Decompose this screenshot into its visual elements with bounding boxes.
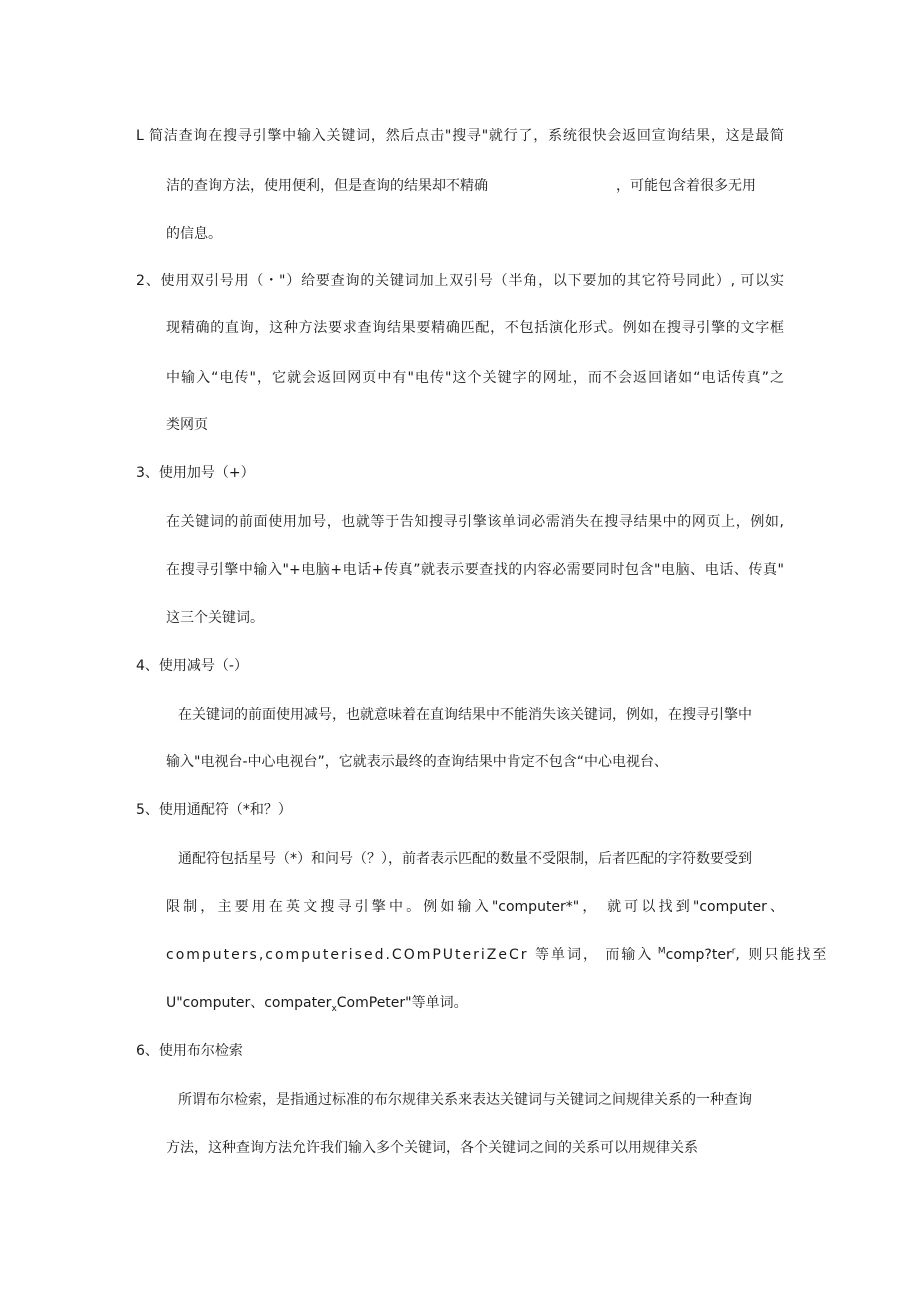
- item-3-line-3: 这三个关键词。: [166, 610, 264, 626]
- item-2-line-4: 类网页: [166, 417, 208, 433]
- text-gap: [488, 189, 616, 190]
- item-6-heading: 6、使用布尔检索: [136, 1043, 243, 1059]
- item-5-line-4-text-b: ComPeter"等单词。: [336, 995, 468, 1011]
- item-4-line-1: 在关键词的前面使用减号，也就意味着在直询结果中不能消失该关键词，例如，在搜寻引擎中: [178, 707, 752, 723]
- superscript-r: r: [731, 946, 736, 957]
- item-1-line-3: 的信息。: [166, 226, 222, 242]
- item-6-line-1: 所谓布尔检索，是指通过标准的布尔规律关系来表达关键词与关键词之间规律关系的一种查询: [178, 1092, 752, 1108]
- item-4-line-2: 输入"电视台-中心电视台”，它就表示最终的查询结果中肯定不包含“中心电视台、: [166, 754, 668, 770]
- item-5-line-3: [166, 945, 828, 965]
- item-1-line-2: [166, 176, 756, 196]
- item-5-line-1: 通配符包括星号（*）和问号（？），前者表示匹配的数量不受限制，后者匹配的字符数要受到: [178, 851, 752, 867]
- item-3-heading: 3、使用加号（+）: [136, 465, 255, 481]
- item-2-line-2: 现精确的直询，这种方法要求查询结果要精确匹配，不包括演化形式。例如在搜寻引擎的文字框: [166, 320, 784, 336]
- superscript-m: M: [657, 946, 666, 957]
- item-5-line-3-text-a: computers,computerised.COmPUteriZeCr 等单词， 而输入: [166, 947, 654, 963]
- item-1-line-2-text-a: 洁的查询方法，使用便利，但是查询的结果却不精确: [166, 178, 488, 194]
- item-2-heading-line: 2、使用双引号用（・"）给要查询的关键词加上双引号（半角，以下要加的其它符号同此）, 可以实: [136, 273, 784, 289]
- item-5-line-3-text-b: comp?ter: [665, 947, 732, 963]
- item-5-line-4-text-a: U"computer、compater: [166, 995, 332, 1011]
- item-2-line-3: 中输入“电传"，它就会返回网页中有"电传"这个关键字的网址，而不会返回诸如“电话传真”之: [166, 370, 784, 386]
- item-5-line-3-text-c: , 则只能找至: [735, 947, 829, 963]
- item-3-line-2: 在搜寻引擎中输入"+电脑+电话+传真”就表示要查找的内容必需要同时包含"电脑、电话、传真": [166, 562, 784, 578]
- item-5-line-2: 限制，主要用在英文搜寻引擎中。例如输入"computer*"， 就可以找到"computer、: [166, 899, 784, 915]
- item-1-line-1: L 简洁查询在搜寻引擎中输入关键词，然后点击"搜寻"就行了，系统很快会返回宣询结果，这是最简: [136, 128, 784, 144]
- item-1-line-2-text-b: ，可能包含着很多无用: [616, 178, 756, 194]
- item-5-line-4: [166, 993, 468, 1013]
- subscript-x: x: [331, 1003, 337, 1014]
- item-3-line-1: 在关键词的前面使用加号，也就等于告知搜寻引擎该单词必需消失在搜寻结果中的网页上，例如,: [166, 514, 784, 530]
- item-4-heading: 4、使用减号（-）: [136, 658, 248, 674]
- item-5-heading: 5、使用通配符（*和？）: [136, 802, 292, 818]
- item-6-line-2: 方法，这种查询方法允许我们输入多个关键词，各个关键词之间的关系可以用规律关系: [166, 1140, 698, 1156]
